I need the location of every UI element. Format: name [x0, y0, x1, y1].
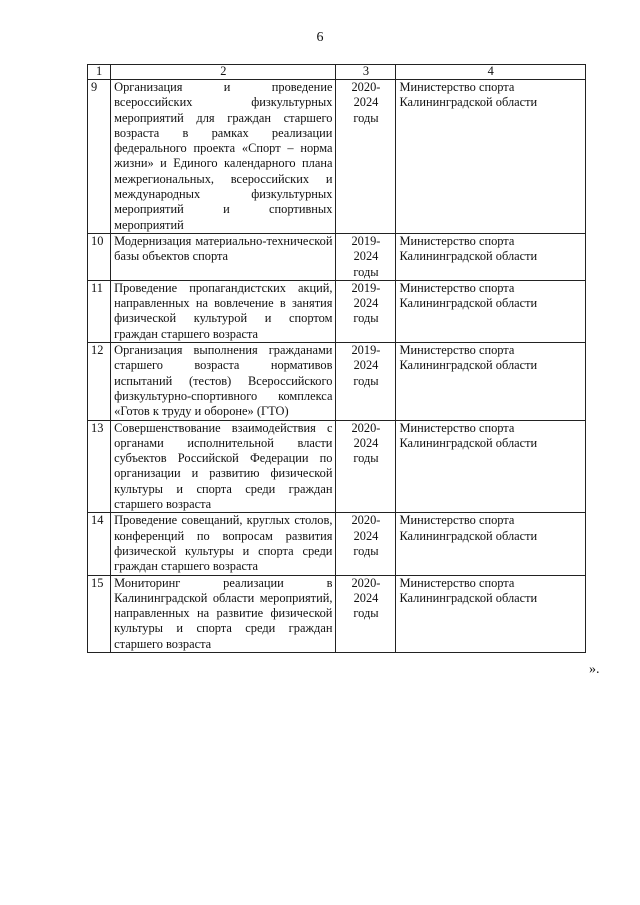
table-row [88, 513, 586, 575]
column-number-2: 2 [111, 65, 336, 80]
responsible-executor: Министерство спорта Калининградской области [396, 575, 586, 652]
measure-description: Проведение совещаний, круглых столов, конференций по вопросам развития физической культуры и спорта среди граждан старшего возраста [111, 513, 336, 575]
implementation-period: 2019-2024 годы [336, 343, 396, 420]
row-number: 14 [88, 513, 111, 575]
table-row [88, 280, 586, 342]
measure-description: Организация и проведение всероссийских физкультурных мероприятий для граждан старшего возраста в рамках реализации федерального проекта «Спорт – норма жизни» и Единого календарного плана межрегиональных, всероссийских и международных физкультурных мероприятий и спортивных мероприятий [111, 80, 336, 234]
table-header-row [88, 65, 586, 80]
row-number: 9 [88, 80, 111, 234]
measure-description: Модернизация материально-технической базы объектов спорта [111, 233, 336, 280]
table-row [88, 420, 586, 513]
implementation-period: 2019-2024 годы [336, 233, 396, 280]
implementation-period: 2019-2024 годы [336, 280, 396, 342]
table-row [88, 233, 586, 280]
responsible-executor: Министерство спорта Калининградской области [396, 80, 586, 234]
column-number-3: 3 [336, 65, 396, 80]
responsible-executor: Министерство спорта Калининградской области [396, 513, 586, 575]
implementation-period: 2020-2024 годы [336, 80, 396, 234]
responsible-executor: Министерство спорта Калининградской области [396, 233, 586, 280]
row-number: 10 [88, 233, 111, 280]
implementation-period: 2020-2024 годы [336, 575, 396, 652]
page-number: 6 [316, 30, 324, 45]
table-row [88, 575, 586, 652]
measure-description: Мониторинг реализации в Калининградской области мероприятий, направленных на развитие физической культуры и спорта среди граждан старшего возраста [111, 575, 336, 652]
row-number: 15 [88, 575, 111, 652]
measure-description: Совершенствование взаимодействия с органами исполнительной власти субъектов Российской Федерации по организации и развитию физической культуры и спорта среди граждан старшего возраста [111, 420, 336, 513]
closing-quote-mark: ». [589, 662, 600, 677]
measures-table [87, 64, 586, 653]
row-number: 11 [88, 280, 111, 342]
column-number-4: 4 [396, 65, 586, 80]
implementation-period: 2020-2024 годы [336, 513, 396, 575]
column-number-1: 1 [88, 65, 111, 80]
implementation-period: 2020-2024 годы [336, 420, 396, 513]
table-row [88, 343, 586, 420]
responsible-executor: Министерство спорта Калининградской области [396, 420, 586, 513]
table-row [88, 80, 586, 234]
responsible-executor: Министерство спорта Калининградской области [396, 280, 586, 342]
row-number: 13 [88, 420, 111, 513]
row-number: 12 [88, 343, 111, 420]
measure-description: Проведение пропагандистских акций, направленных на вовлечение в занятия физической культурой и спортом граждан старшего возраста [111, 280, 336, 342]
measure-description: Организация выполнения гражданами старшего возраста нормативов испытаний (тестов) Всероссийского физкультурно-спортивного комплекса «Готов к труду и обороне» (ГТО) [111, 343, 336, 420]
responsible-executor: Министерство спорта Калининградской области [396, 343, 586, 420]
